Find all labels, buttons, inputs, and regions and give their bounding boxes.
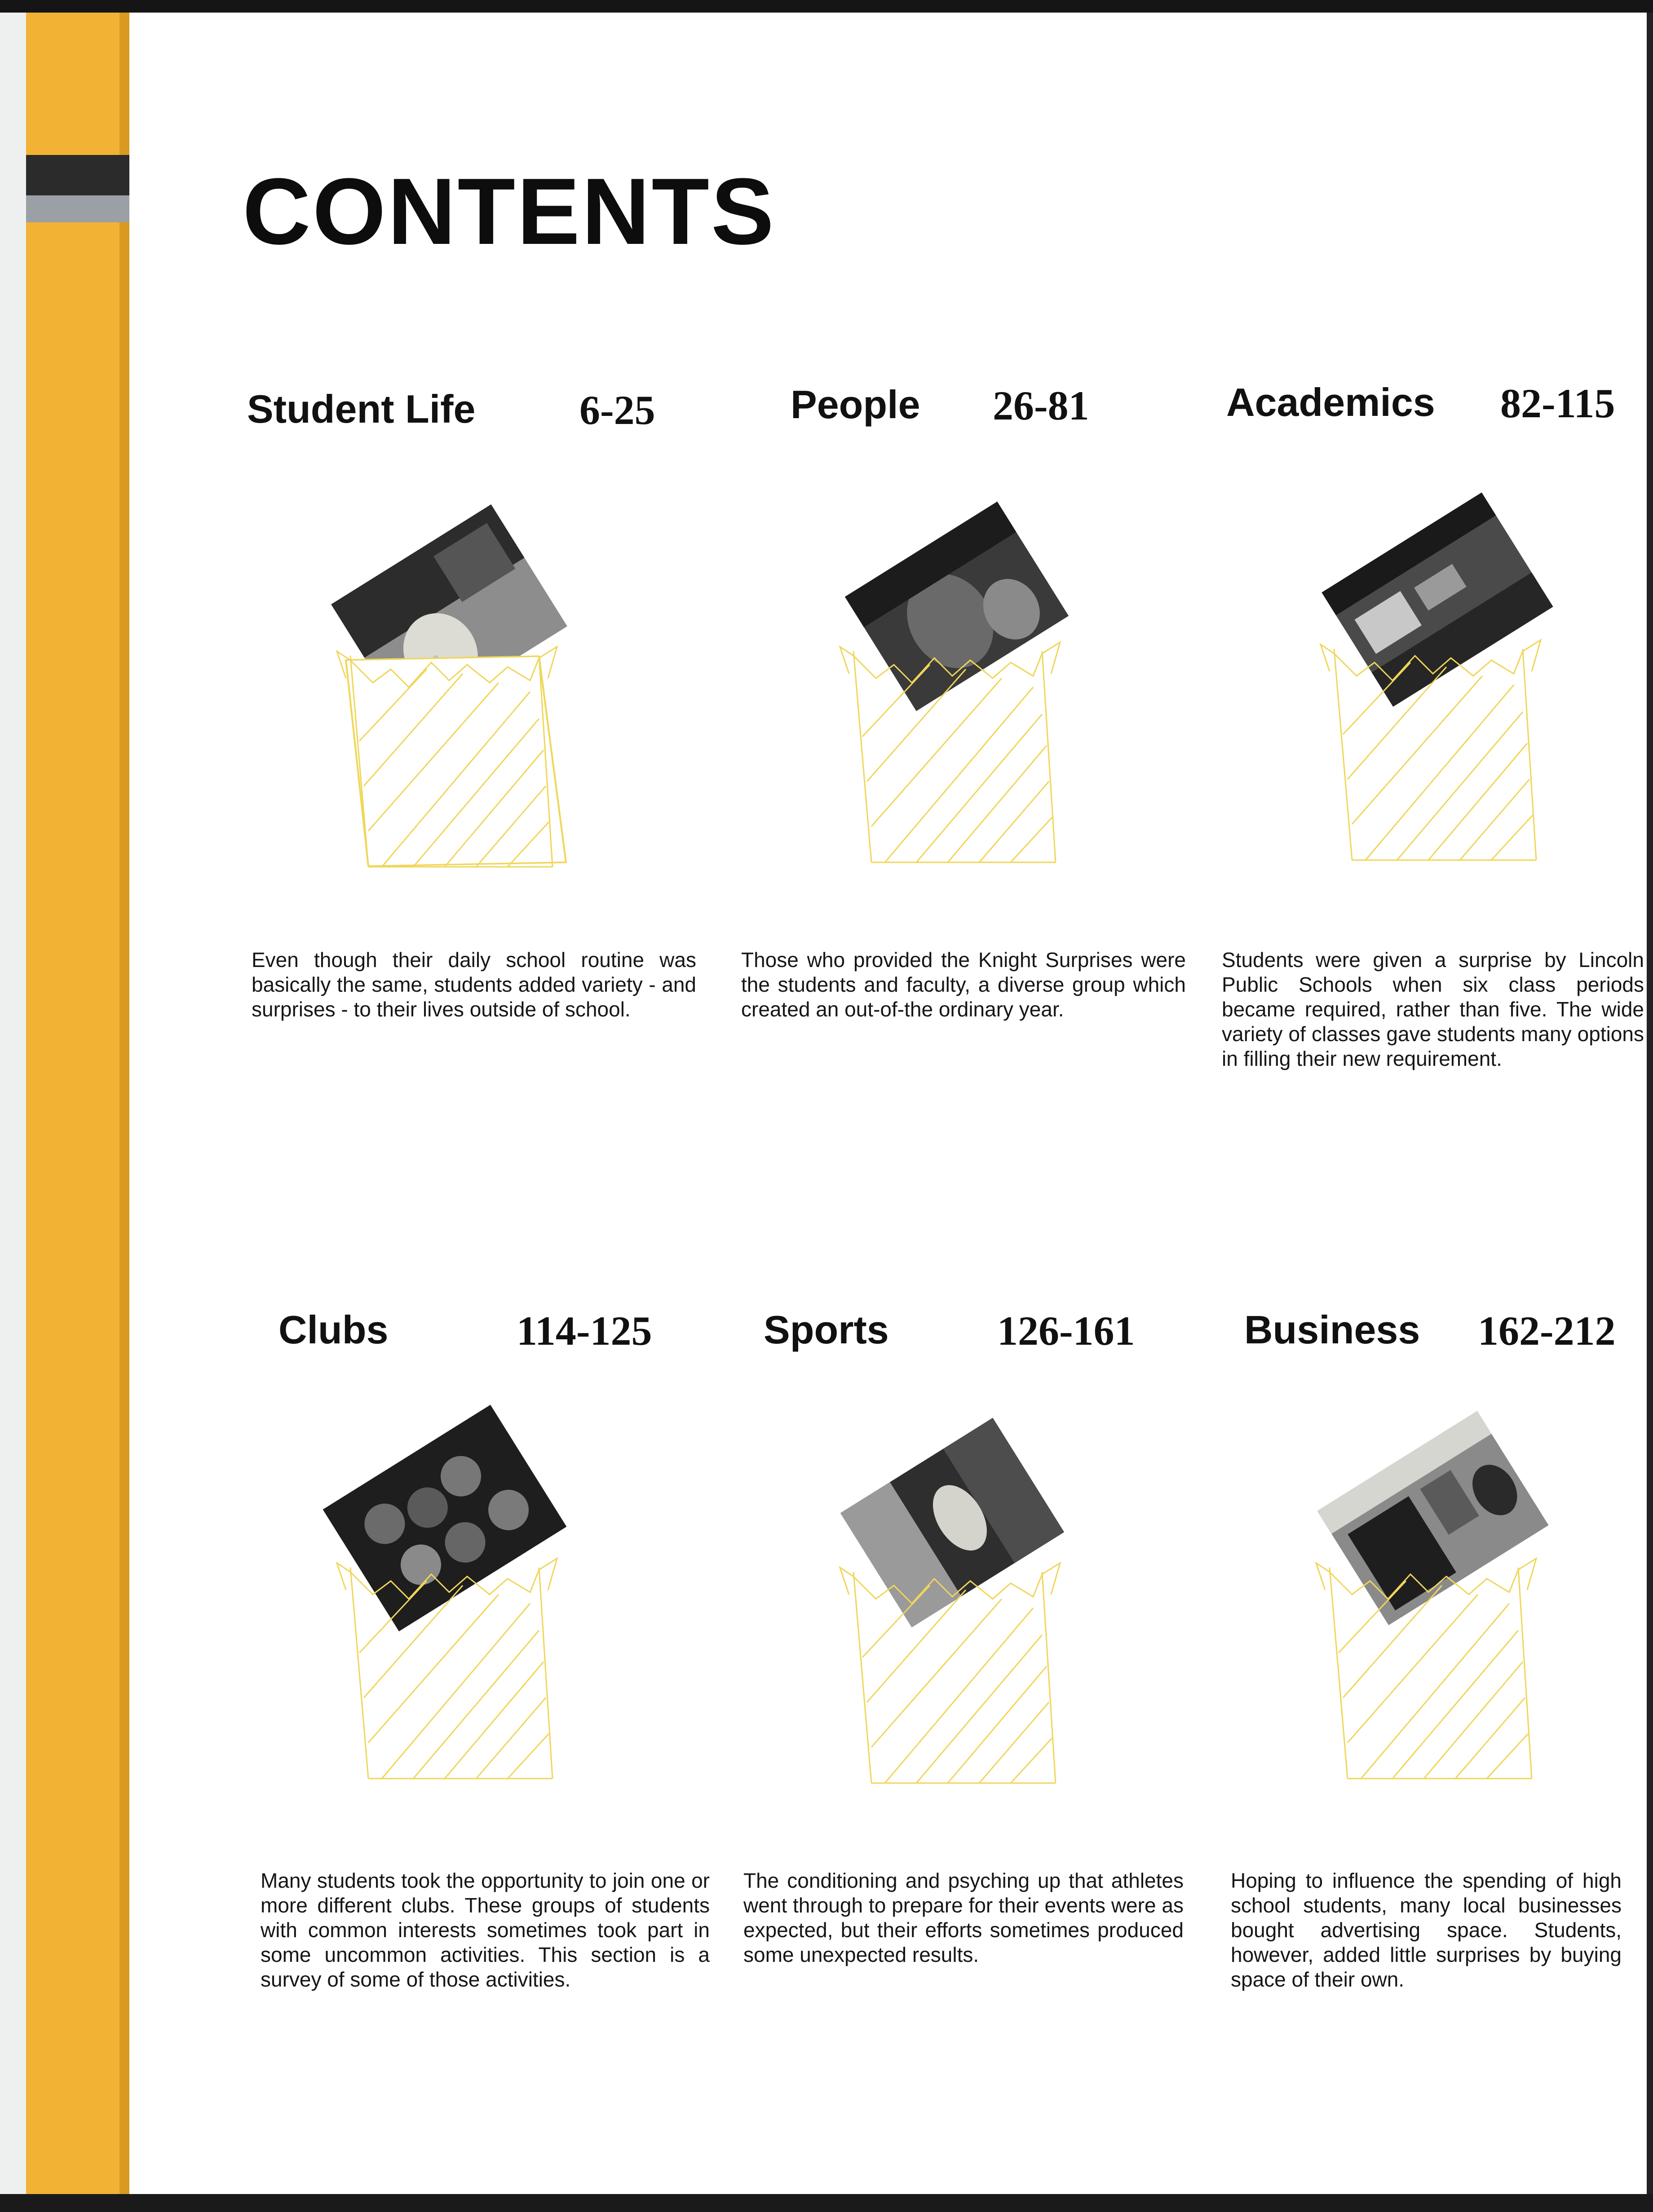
section-pages: 82-115 (1500, 380, 1615, 426)
dark-stripe (26, 155, 129, 195)
section-description: Many students took the opportunity to join one or more different clubs. These groups of students with common interests sometimes took part in some uncommon activities. This section is a survey of some of those activities. (261, 1869, 710, 1991)
surprise-bag-icon (1294, 1392, 1563, 1788)
section-illustration (314, 481, 764, 930)
section-description: Even though their daily school routine was basically the same, students added variety - and surprises - to their lives outside of school. (252, 948, 696, 1021)
surprise-bag-icon (314, 1392, 584, 1788)
top-binding-edge (0, 0, 1653, 13)
page-title: CONTENTS (243, 159, 776, 264)
section-illustration (1294, 1392, 1653, 1841)
surprise-bag-icon (818, 476, 1087, 871)
section-student-life[interactable] (247, 386, 705, 1060)
section-illustration (1298, 474, 1653, 923)
section-pages: 114-125 (517, 1308, 652, 1354)
surprise-bag-icon (818, 1397, 1087, 1792)
section-illustration (818, 1397, 1267, 1846)
section-description: Hoping to influence the spending of high school students, many local businesses bought advertising space. Students, however, added little surprises by buying space of their own. (1231, 1869, 1622, 1991)
section-name: Business (1244, 1307, 1420, 1352)
section-pages: 162-212 (1478, 1308, 1616, 1354)
section-academics[interactable] (1222, 380, 1653, 1070)
section-description: Students were given a surprise by Lincoln Public Schools when six class periods became required, rather than five. The wide variety of classes gave students many options in filling their new requirement. (1222, 948, 1644, 1070)
section-description: The conditioning and psyching up that athletes went through to prepare for their events were as expected, but their efforts sometimes produced some unexpected results. (743, 1869, 1184, 1966)
section-illustration (818, 476, 1267, 925)
section-name: Sports (764, 1307, 889, 1352)
grey-stripe (26, 195, 129, 222)
bottom-binding-edge (0, 2194, 1653, 2212)
surprise-bag-icon (314, 481, 584, 876)
yellow-binding-strip (26, 13, 129, 2194)
section-sports[interactable] (743, 1307, 1222, 1981)
section-name: Student Life (247, 387, 476, 431)
section-clubs[interactable] (261, 1307, 737, 1991)
section-business[interactable] (1231, 1307, 1653, 1991)
section-description: Those who provided the Knight Surprises were the students and faculty, a diverse group which created an out-of-the ordinary year. (741, 948, 1186, 1021)
section-pages: 26-81 (993, 383, 1089, 428)
section-pages: 6-25 (579, 387, 655, 433)
left-page-edge (0, 13, 26, 2194)
section-people[interactable] (741, 382, 1199, 1055)
section-name: People (791, 382, 920, 427)
section-pages: 126-161 (997, 1308, 1135, 1354)
section-name: Academics (1226, 380, 1435, 424)
surprise-bag-icon (1298, 474, 1568, 869)
section-name: Clubs (278, 1307, 389, 1352)
section-illustration (314, 1392, 764, 1841)
